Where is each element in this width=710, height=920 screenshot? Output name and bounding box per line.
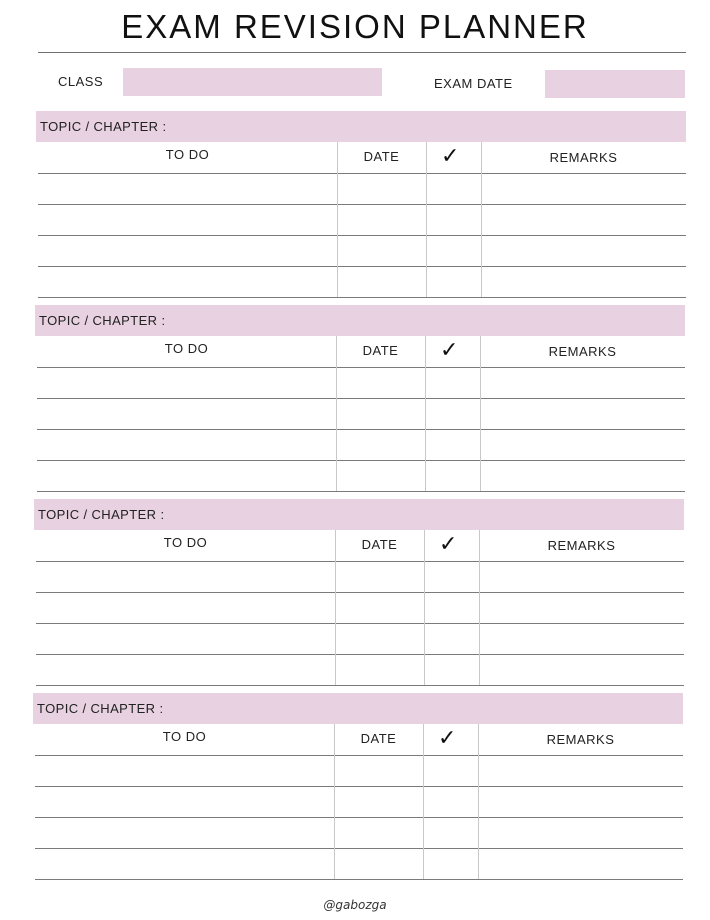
date-cell[interactable] xyxy=(337,624,422,654)
remarks-cell[interactable] xyxy=(480,756,681,786)
column-divider xyxy=(478,724,479,879)
column-divider xyxy=(334,724,335,879)
todo-cell[interactable] xyxy=(37,756,332,786)
column-header-todo: TO DO xyxy=(164,341,209,356)
check-cell[interactable] xyxy=(427,430,478,460)
todo-cell[interactable] xyxy=(37,849,332,879)
remarks-cell[interactable] xyxy=(481,562,682,592)
remarks-cell[interactable] xyxy=(482,461,683,491)
topic-label: TOPIC / CHAPTER : xyxy=(37,701,164,716)
column-divider xyxy=(337,142,338,297)
checkmark-icon: ✓ xyxy=(441,144,460,169)
date-cell[interactable] xyxy=(336,849,421,879)
date-cell[interactable] xyxy=(338,399,423,429)
class-label: CLASS xyxy=(58,74,104,89)
column-divider xyxy=(423,724,424,879)
todo-cell[interactable] xyxy=(38,655,333,685)
check-cell[interactable] xyxy=(425,756,476,786)
column-header-remarks: REMARKS xyxy=(547,538,616,553)
check-cell[interactable] xyxy=(427,461,478,491)
todo-cell[interactable] xyxy=(39,430,334,460)
remarks-cell[interactable] xyxy=(481,624,682,654)
check-cell[interactable] xyxy=(427,368,478,398)
remarks-cell[interactable] xyxy=(480,818,681,848)
date-cell[interactable] xyxy=(339,174,424,204)
todo-cell[interactable] xyxy=(37,787,332,817)
remarks-cell[interactable] xyxy=(482,399,683,429)
date-cell[interactable] xyxy=(338,461,423,491)
checkmark-icon: ✓ xyxy=(440,338,459,363)
check-cell[interactable] xyxy=(425,818,476,848)
todo-cell[interactable] xyxy=(38,624,333,654)
column-divider xyxy=(424,530,425,685)
date-cell[interactable] xyxy=(339,236,424,266)
todo-cell[interactable] xyxy=(39,399,334,429)
title-divider xyxy=(38,52,686,53)
checkmark-icon: ✓ xyxy=(438,726,457,751)
column-divider xyxy=(481,142,482,297)
todo-cell[interactable] xyxy=(38,593,333,623)
topic-label: TOPIC / CHAPTER : xyxy=(40,119,167,134)
date-cell[interactable] xyxy=(337,655,422,685)
remarks-cell[interactable] xyxy=(483,205,684,235)
todo-cell[interactable] xyxy=(37,818,332,848)
check-cell[interactable] xyxy=(425,787,476,817)
topic-band[interactable] xyxy=(35,305,685,336)
row-rule xyxy=(35,879,683,880)
column-header-remarks: REMARKS xyxy=(546,732,615,747)
date-cell[interactable] xyxy=(338,430,423,460)
check-cell[interactable] xyxy=(427,399,478,429)
exam-date-field[interactable] xyxy=(545,70,685,98)
topic-band[interactable] xyxy=(34,499,684,530)
remarks-cell[interactable] xyxy=(482,368,683,398)
column-header-date: DATE xyxy=(360,731,397,746)
topic-band[interactable] xyxy=(36,111,686,142)
check-cell[interactable] xyxy=(428,205,479,235)
column-divider xyxy=(425,336,426,491)
column-header-date: DATE xyxy=(362,343,399,358)
column-divider xyxy=(426,142,427,297)
column-divider xyxy=(336,336,337,491)
check-cell[interactable] xyxy=(426,624,477,654)
column-divider xyxy=(479,530,480,685)
date-cell[interactable] xyxy=(336,756,421,786)
check-cell[interactable] xyxy=(428,174,479,204)
check-cell[interactable] xyxy=(426,655,477,685)
remarks-cell[interactable] xyxy=(482,430,683,460)
check-cell[interactable] xyxy=(428,267,479,297)
topic-label: TOPIC / CHAPTER : xyxy=(39,313,166,328)
topic-label: TOPIC / CHAPTER : xyxy=(38,507,165,522)
column-divider xyxy=(335,530,336,685)
remarks-cell[interactable] xyxy=(483,236,684,266)
check-cell[interactable] xyxy=(426,593,477,623)
check-cell[interactable] xyxy=(425,849,476,879)
check-cell[interactable] xyxy=(428,236,479,266)
check-cell[interactable] xyxy=(426,562,477,592)
row-rule xyxy=(37,491,685,492)
date-cell[interactable] xyxy=(338,368,423,398)
remarks-cell[interactable] xyxy=(483,267,684,297)
todo-cell[interactable] xyxy=(39,368,334,398)
remarks-cell[interactable] xyxy=(483,174,684,204)
revision-section xyxy=(0,305,710,500)
todo-cell[interactable] xyxy=(40,267,335,297)
remarks-cell[interactable] xyxy=(481,593,682,623)
date-cell[interactable] xyxy=(337,562,422,592)
page-title: EXAM REVISION PLANNER xyxy=(121,8,589,45)
todo-cell[interactable] xyxy=(40,236,335,266)
row-rule xyxy=(38,297,686,298)
todo-cell[interactable] xyxy=(39,461,334,491)
column-header-todo: TO DO xyxy=(162,729,207,744)
column-header-remarks: REMARKS xyxy=(549,150,618,165)
remarks-cell[interactable] xyxy=(481,655,682,685)
class-field[interactable] xyxy=(123,68,382,96)
date-cell[interactable] xyxy=(337,593,422,623)
column-header-date: DATE xyxy=(363,149,400,164)
column-header-todo: TO DO xyxy=(165,147,210,162)
column-header-todo: TO DO xyxy=(163,535,208,550)
remarks-cell[interactable] xyxy=(480,849,681,879)
column-divider xyxy=(480,336,481,491)
credit-watermark: @gabozga xyxy=(323,898,387,912)
topic-band[interactable] xyxy=(33,693,683,724)
date-cell[interactable] xyxy=(336,787,421,817)
todo-cell[interactable] xyxy=(40,205,335,235)
remarks-cell[interactable] xyxy=(480,787,681,817)
revision-section xyxy=(0,111,710,306)
column-header-remarks: REMARKS xyxy=(548,344,617,359)
todo-cell[interactable] xyxy=(38,562,333,592)
date-cell[interactable] xyxy=(339,205,424,235)
date-cell[interactable] xyxy=(336,818,421,848)
revision-section xyxy=(0,693,710,888)
column-header-date: DATE xyxy=(361,537,398,552)
revision-section xyxy=(0,499,710,694)
row-rule xyxy=(36,685,684,686)
todo-cell[interactable] xyxy=(40,174,335,204)
date-cell[interactable] xyxy=(339,267,424,297)
checkmark-icon: ✓ xyxy=(439,532,458,557)
exam-date-label: EXAM DATE xyxy=(434,76,513,91)
